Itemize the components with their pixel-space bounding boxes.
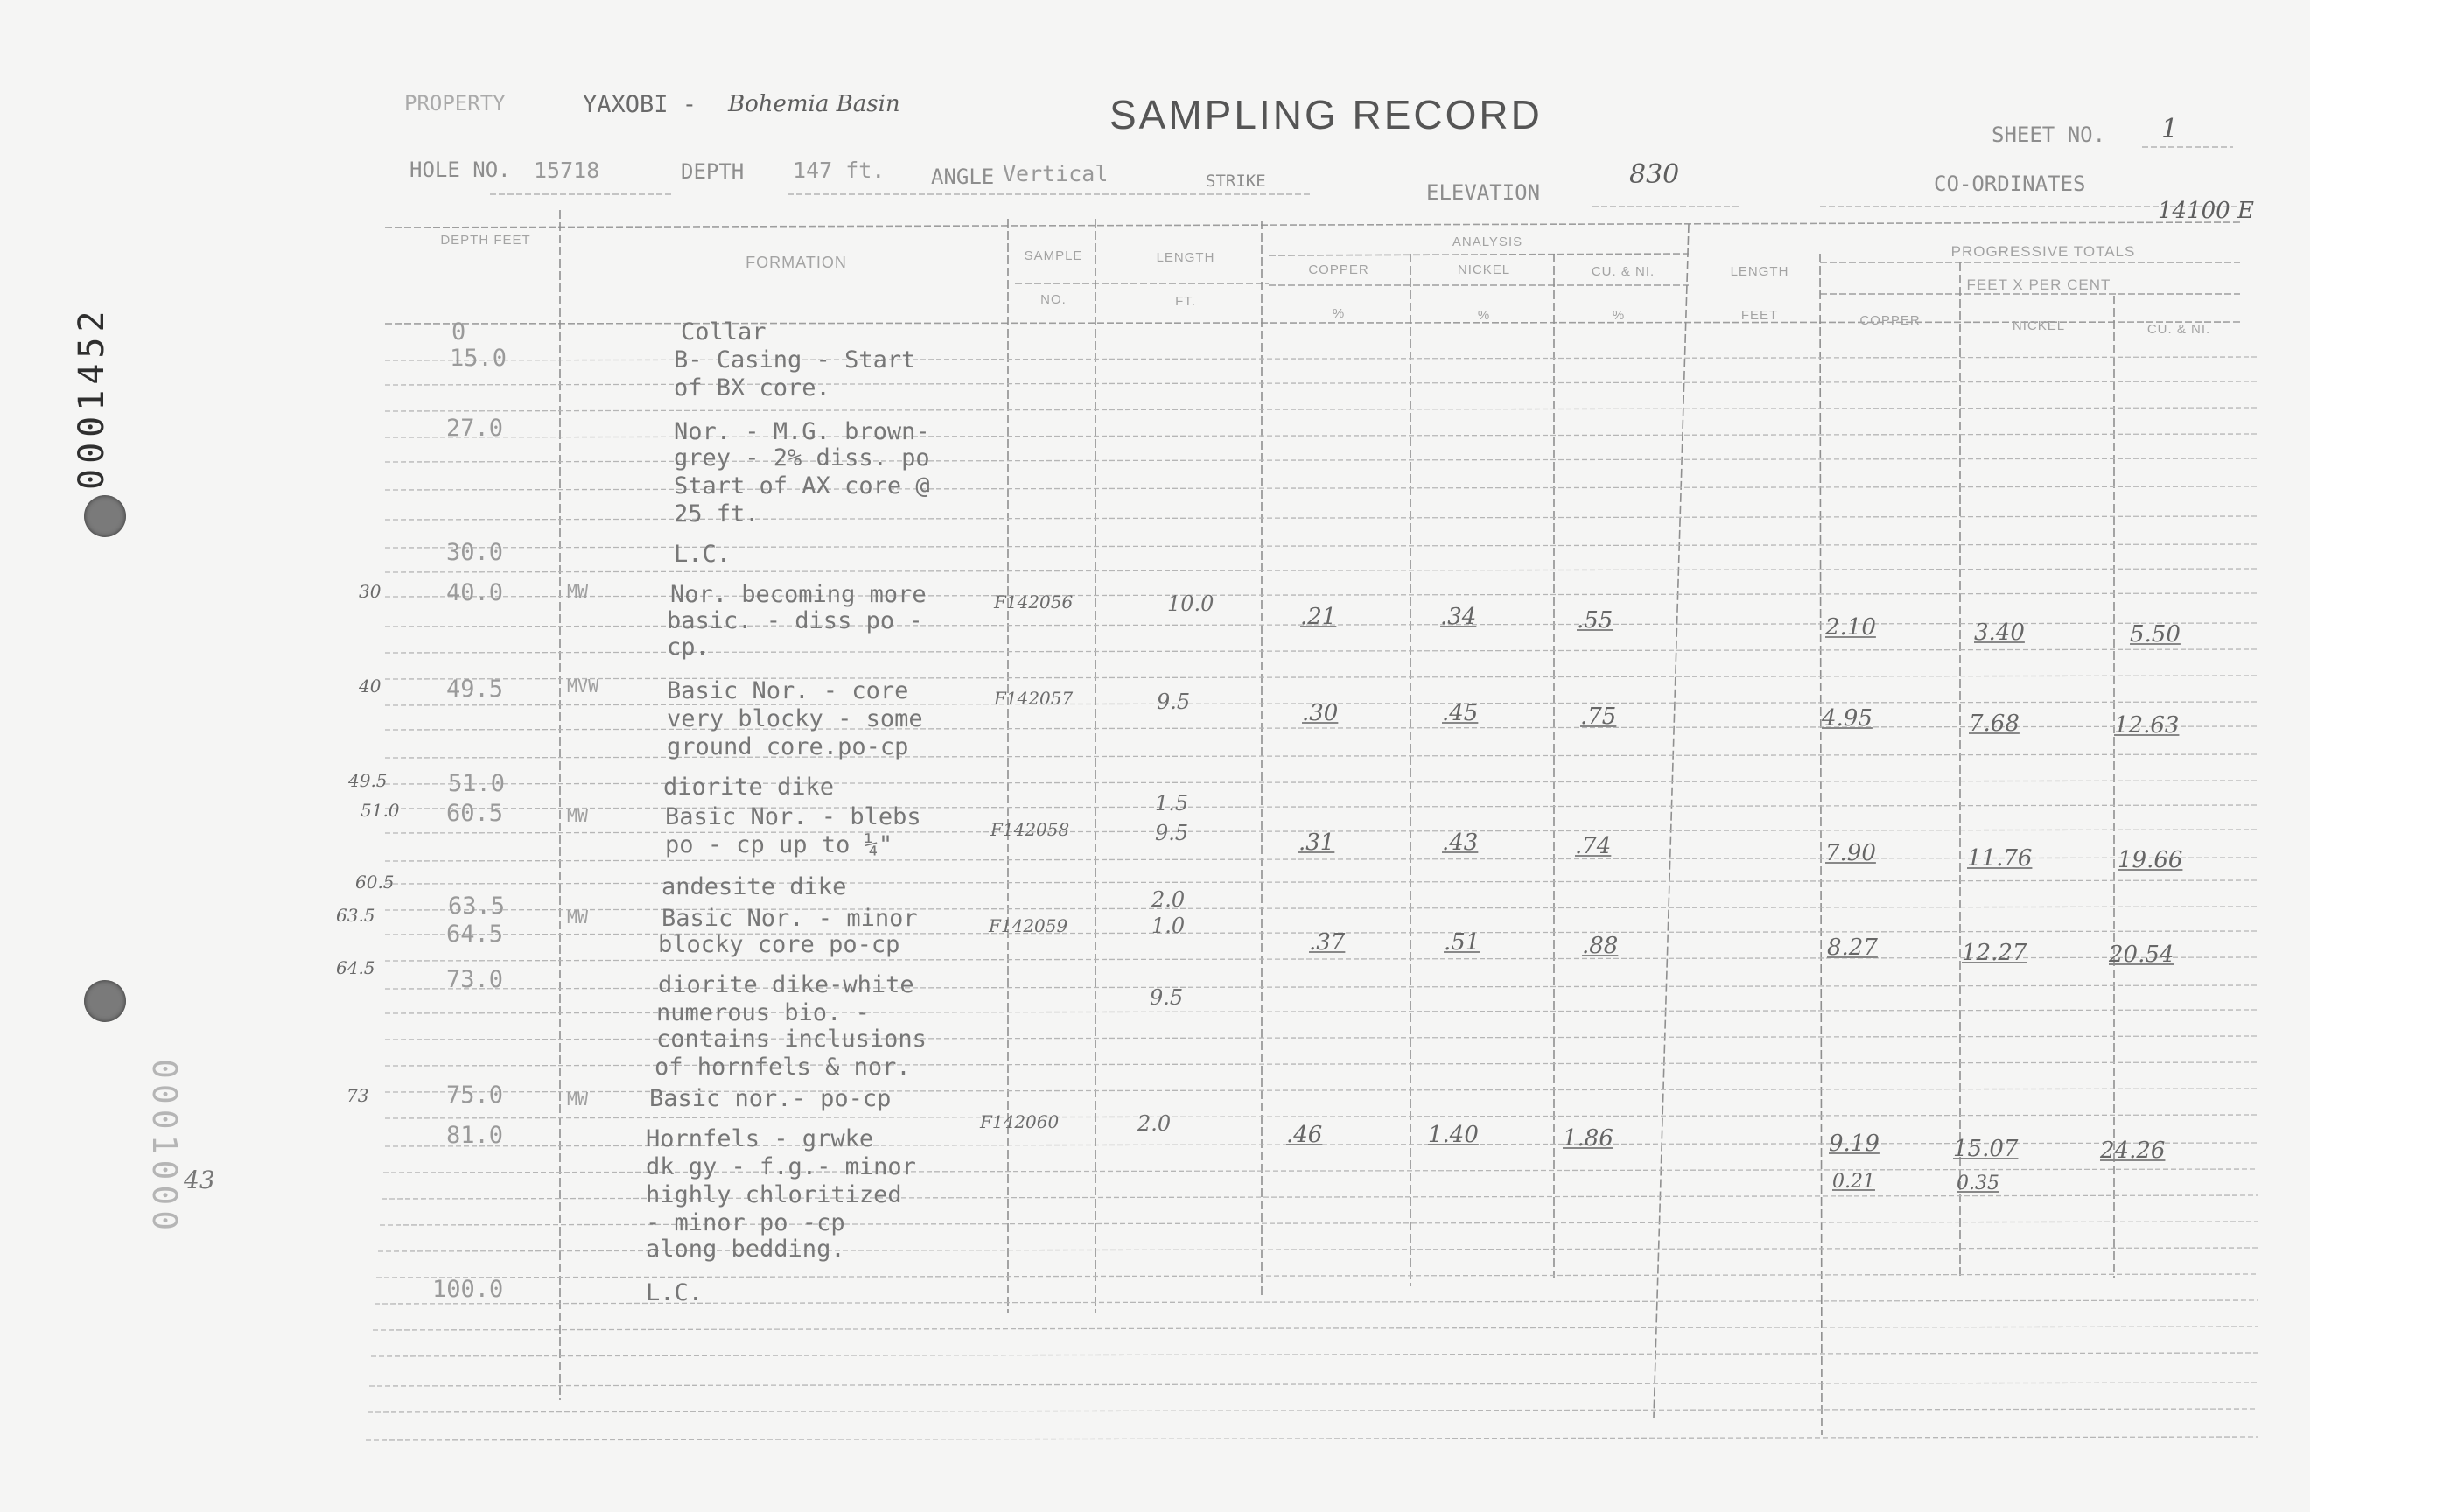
strike-label: STRIKE bbox=[1206, 172, 1266, 191]
formation-line: Collar bbox=[681, 318, 766, 346]
property-label: PROPERTY bbox=[404, 91, 506, 116]
analysis-copper: .46 bbox=[1286, 1122, 1323, 1148]
col-copper-pct: % bbox=[1332, 306, 1346, 321]
progressive-copper: 8.27 bbox=[1827, 934, 1878, 961]
col-copper: COPPER bbox=[1308, 262, 1369, 277]
sample-number: F142058 bbox=[990, 819, 1070, 840]
col-nickel: NICKEL bbox=[1457, 262, 1511, 277]
analysis-cuni: 1.86 bbox=[1563, 1125, 1614, 1152]
formation-line: along bedding. bbox=[646, 1236, 845, 1263]
depth-value: 63.5 bbox=[448, 892, 506, 920]
col-length-ft: FT. bbox=[1175, 294, 1196, 309]
angle-value: Vertical bbox=[1003, 161, 1109, 186]
sample-number: F142059 bbox=[989, 915, 1068, 936]
length-value: 9.5 bbox=[1155, 821, 1189, 845]
col-depth: DEPTH FEET bbox=[440, 233, 531, 248]
progressive-copper: 2.10 bbox=[1825, 614, 1876, 640]
depth-from: 64.5 bbox=[336, 957, 375, 978]
analysis-nickel: .43 bbox=[1442, 830, 1479, 856]
length-value: 1.0 bbox=[1152, 914, 1186, 938]
col-feet-pct: FEET X PER CENT bbox=[1966, 276, 2111, 293]
progressive-nickel: 15.07 bbox=[1953, 1136, 2019, 1162]
analysis-nickel: .34 bbox=[1440, 604, 1477, 630]
col-cuni-pct: % bbox=[1612, 308, 1626, 323]
length-value: 9.5 bbox=[1157, 690, 1191, 714]
depth-value: 64.5 bbox=[446, 920, 504, 948]
col-analysis: ANALYSIS bbox=[1452, 234, 1523, 249]
col-cuni: CU. & NI. bbox=[1591, 264, 1656, 279]
analysis-cuni: .55 bbox=[1577, 607, 1614, 634]
depth-value: 0 bbox=[452, 318, 466, 346]
formation-line: 25 ft. bbox=[674, 500, 760, 528]
depth-value: 49.5 bbox=[446, 676, 504, 703]
analysis-copper: .21 bbox=[1300, 604, 1337, 630]
faded-stamp: 0001000 bbox=[145, 1059, 184, 1236]
progressive-nickel: 3.40 bbox=[1974, 620, 2025, 646]
depth-value: 15.0 bbox=[450, 345, 508, 372]
col-sample: SAMPLE bbox=[1024, 248, 1083, 263]
elevation-label: ELEVATION bbox=[1426, 180, 1541, 205]
progressive-nickel: 12.27 bbox=[1962, 940, 2027, 966]
angle-label: ANGLE bbox=[931, 164, 995, 189]
analysis-copper: .31 bbox=[1298, 830, 1335, 856]
progressive-cuni: 24.26 bbox=[2100, 1138, 2166, 1164]
mineral-code: MW bbox=[567, 906, 589, 928]
length-value: 1.5 bbox=[1155, 791, 1189, 816]
depth-from: 30 bbox=[359, 581, 382, 602]
scan-margin bbox=[2310, 0, 2450, 1512]
mineral-code: MVW bbox=[567, 676, 599, 696]
formation-line: basic. - diss po - bbox=[667, 607, 923, 634]
formation-line: ground core.po-cp bbox=[667, 733, 909, 760]
depth-value: 100.0 bbox=[432, 1276, 504, 1303]
depth-value: 75.0 bbox=[446, 1082, 504, 1109]
depth-from: 40 bbox=[359, 676, 382, 696]
coordinates-value: 14100 E bbox=[2158, 198, 2254, 224]
col-prog-copper: COPPER bbox=[1859, 313, 1921, 328]
depth-label: DEPTH bbox=[681, 159, 745, 184]
formation-line: Basic Nor. - blebs bbox=[665, 803, 921, 830]
formation-line: Basic Nor. - minor bbox=[662, 905, 918, 932]
property-name: YAXOBI - bbox=[583, 91, 697, 118]
depth-value: 40.0 bbox=[446, 579, 504, 606]
formation-line: L.C. bbox=[674, 541, 732, 568]
formation-line: grey - 2% diss. po bbox=[674, 444, 930, 472]
length-value: 2.0 bbox=[1152, 887, 1186, 912]
analysis-nickel: 1.40 bbox=[1428, 1122, 1479, 1148]
formation-line: Basic nor.- po-cp bbox=[649, 1085, 892, 1112]
formation-line: numerous bio. - bbox=[656, 999, 870, 1026]
depth-from: 73 bbox=[346, 1085, 369, 1106]
sheet-number: 1 bbox=[2161, 114, 2179, 144]
depth-from: 60.5 bbox=[355, 872, 395, 892]
col-progressive: PROGRESSIVE TOTALS bbox=[1950, 243, 2136, 260]
progressive-nickel: 7.68 bbox=[1969, 710, 2020, 737]
col-length: LENGTH bbox=[1156, 250, 1215, 265]
mineral-code: MW bbox=[567, 581, 589, 602]
formation-line: highly chloritized bbox=[646, 1181, 902, 1208]
average-copper: 0.21 bbox=[1832, 1171, 1875, 1193]
hole-number: 15718 bbox=[534, 158, 600, 183]
col-length2: LENGTH bbox=[1730, 264, 1789, 279]
hole-label: HOLE NO. bbox=[410, 158, 511, 182]
depth-from: 51.0 bbox=[360, 800, 400, 821]
elevation-value: 830 bbox=[1629, 159, 1680, 190]
depth-from: 49.5 bbox=[348, 770, 388, 791]
sample-number: F142056 bbox=[994, 592, 1074, 612]
depth-value: 73.0 bbox=[446, 966, 504, 993]
sample-number: F142057 bbox=[994, 688, 1074, 709]
formation-line: po - cp up to ¼" bbox=[665, 831, 893, 858]
col-prog-cuni: CU. & NI. bbox=[2146, 322, 2211, 337]
depth-value: 30.0 bbox=[446, 539, 504, 566]
progressive-cuni: 5.50 bbox=[2130, 621, 2180, 648]
depth-value: 51.0 bbox=[448, 770, 506, 797]
pencil-mark: 43 bbox=[184, 1166, 215, 1194]
analysis-cuni: .75 bbox=[1580, 704, 1617, 730]
analysis-cuni: .74 bbox=[1575, 833, 1612, 859]
formation-line: - minor po -cp bbox=[646, 1209, 845, 1236]
length-value: 9.5 bbox=[1150, 985, 1184, 1010]
analysis-cuni: .88 bbox=[1582, 933, 1619, 959]
sample-number: F142060 bbox=[980, 1111, 1060, 1132]
depth-value: 60.5 bbox=[446, 800, 504, 827]
formation-line: Basic Nor. - core bbox=[667, 677, 909, 704]
formation-line: diorite dike-white bbox=[658, 971, 914, 998]
formation-line: andesite dike bbox=[662, 873, 847, 900]
progressive-copper: 4.95 bbox=[1822, 705, 1872, 732]
coordinates-label: CO-ORDINATES bbox=[1934, 172, 2086, 196]
depth-from: 63.5 bbox=[336, 905, 375, 926]
formation-line: Nor. becoming more bbox=[670, 581, 927, 608]
formation-line: Start of AX core @ bbox=[674, 472, 930, 500]
formation-line: cp. bbox=[667, 634, 710, 661]
progressive-nickel: 11.76 bbox=[1967, 845, 2033, 872]
progressive-cuni: 19.66 bbox=[2118, 847, 2183, 873]
archive-stamp: 0001452 bbox=[72, 305, 112, 490]
progressive-copper: 7.90 bbox=[1825, 840, 1876, 866]
analysis-nickel: .51 bbox=[1444, 929, 1480, 956]
formation-line: dk gy - f.g.- minor bbox=[646, 1153, 916, 1180]
progressive-copper: 9.19 bbox=[1829, 1130, 1880, 1157]
analysis-nickel: .45 bbox=[1442, 700, 1479, 726]
col-feet: FEET bbox=[1740, 308, 1779, 323]
average-nickel: 0.35 bbox=[1956, 1172, 1999, 1194]
length-value: 2.0 bbox=[1138, 1111, 1172, 1136]
length-value: 10.0 bbox=[1167, 592, 1214, 616]
col-formation: FORMATION bbox=[746, 254, 847, 271]
depth-value: 147 ft. bbox=[793, 158, 886, 183]
col-sample-no: NO. bbox=[1040, 292, 1067, 307]
formation-line: very blocky - some bbox=[667, 705, 923, 732]
formation-line: B- Casing - Start bbox=[674, 346, 916, 374]
progressive-cuni: 12.63 bbox=[2114, 712, 2180, 738]
analysis-copper: .37 bbox=[1309, 929, 1346, 956]
progressive-cuni: 20.54 bbox=[2109, 942, 2174, 968]
page-title: SAMPLING RECORD bbox=[1110, 92, 1543, 137]
formation-line: blocky core po-cp bbox=[658, 931, 900, 958]
mineral-code: MW bbox=[567, 805, 589, 826]
sheet-label: SHEET NO. bbox=[1992, 122, 2106, 147]
analysis-copper: .30 bbox=[1302, 700, 1339, 726]
col-nickel-pct: % bbox=[1477, 308, 1491, 323]
formation-line: of hornfels & nor. bbox=[654, 1054, 911, 1081]
formation-line: diorite dike bbox=[663, 774, 835, 801]
formation-line: contains inclusions bbox=[656, 1026, 927, 1053]
formation-line: Nor. - M.G. brown- bbox=[674, 418, 930, 445]
depth-value: 81.0 bbox=[446, 1122, 504, 1149]
property-location: Bohemia Basin bbox=[728, 91, 900, 117]
mineral-code: MW bbox=[567, 1088, 589, 1110]
formation-line: L.C. bbox=[646, 1279, 704, 1306]
col-prog-nickel: NICKEL bbox=[2012, 318, 2066, 333]
formation-line: Hornfels - grwke bbox=[646, 1125, 874, 1152]
depth-value: 27.0 bbox=[446, 415, 504, 442]
formation-line: of BX core. bbox=[674, 374, 830, 402]
